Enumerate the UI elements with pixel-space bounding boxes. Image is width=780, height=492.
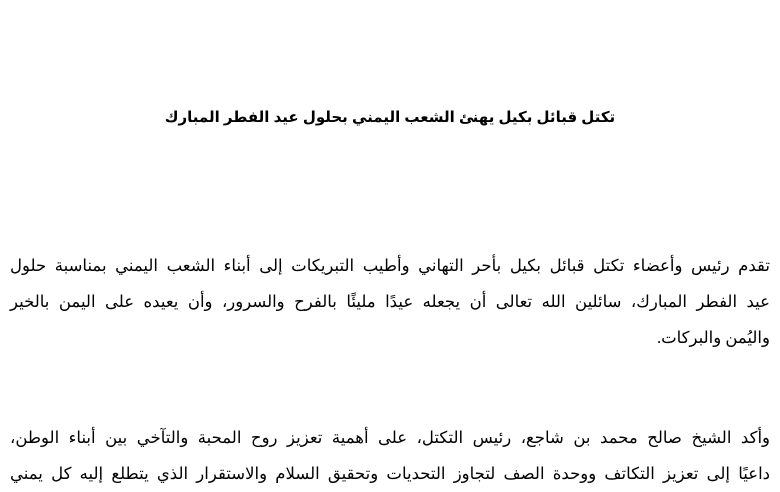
paragraph-statement [10,420,770,492]
paragraph-line: تقدم رئيس وأعضاء تكتل قبائل بكيل بأحر التهاني وأطيب التبريكات إلى أبناء الشعب اليمني بمناسبة حلول [10,256,770,275]
document-title: تكتل قبائل بكيل يهنئ الشعب اليمني بحلول عيد الفطر المبارك [164,109,616,126]
paragraph-line: وأكد الشيخ صالح محمد بن شاجع، رئيس التكتل، على أهمية تعزيز روح المحبة والتآخي بين أبناء الوطن، [10,428,770,447]
paragraph-line: داعيًا إلى تعزيز التكاتف ووحدة الصف لتجاوز التحديات وتحقيق السلام والاستقرار الذي يتطلع إليه كل يمني [10,464,770,483]
paragraph-line: واليُمن والبركات. [657,328,770,347]
paragraph-greeting [10,248,770,356]
paragraph-line: عيد الفطر المبارك، سائلين الله تعالى أن يجعله عيدًا مليئًا بالفرح والسرور، وأن يعيده على اليمن بالخير [10,292,770,311]
